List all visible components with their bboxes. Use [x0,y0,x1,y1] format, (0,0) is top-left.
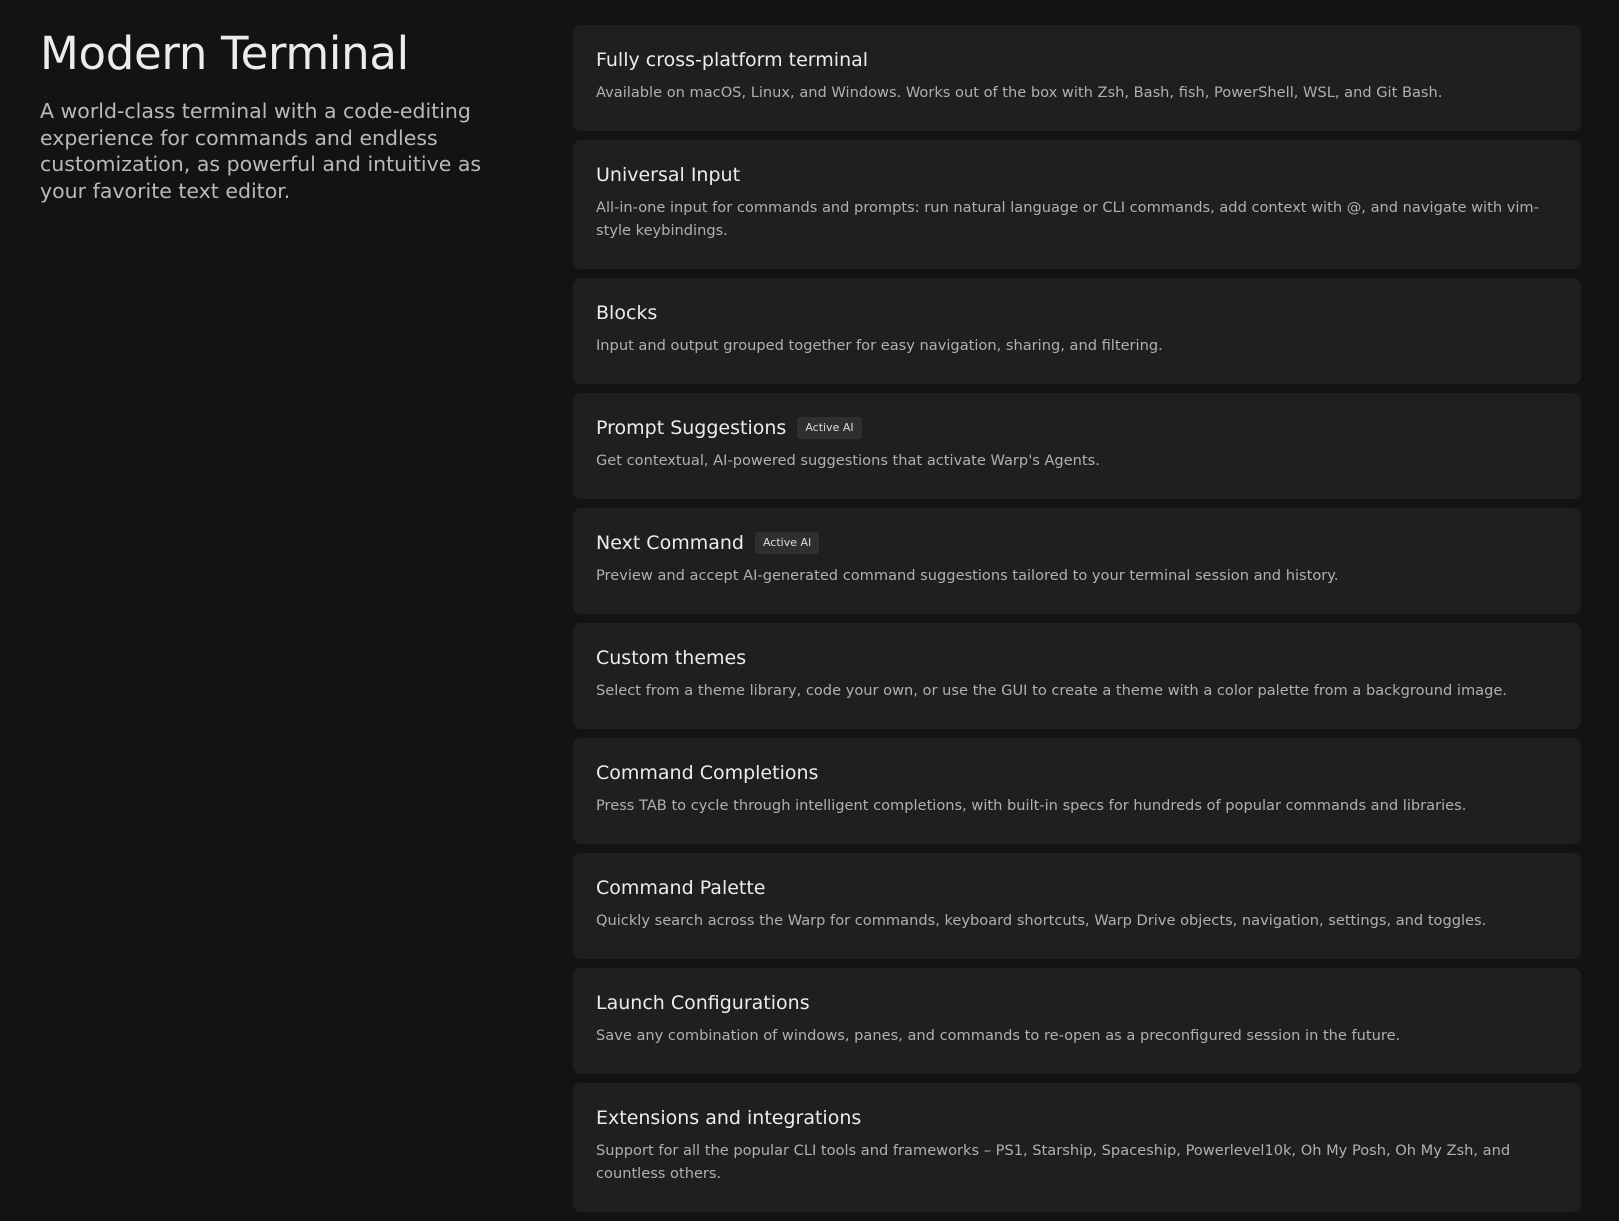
feature-card-cross-platform [573,25,1581,131]
feature-title: Command Palette [596,877,766,899]
feature-title: Prompt Suggestions [596,417,787,439]
feature-title: Command Completions [596,762,819,784]
page-description: A world-class terminal with a code-editing experience for commands and endless customization, as powerful and intuitive as your favorite text editor. [40,99,482,203]
feature-description: Press TAB to cycle through intelligent completions, with built-in specs for hundreds of popular commands and libraries. [596,797,1467,814]
active-ai-badge: Active AI [797,417,861,439]
feature-description: Get contextual, AI-powered suggestions that activate Warp's Agents. [596,452,1100,469]
feature-card-next-command [573,508,1581,614]
feature-description: Select from a theme library, code your own, or use the GUI to create a theme with a color palette from a background image. [596,682,1508,699]
feature-card-command-palette [573,853,1581,959]
feature-card-extensions [573,1083,1581,1212]
feature-description: Save any combination of windows, panes, and commands to re-open as a preconfigured session in the future. [596,1027,1401,1044]
feature-card-launch-configurations [573,968,1581,1074]
feature-card-prompt-suggestions [573,393,1581,499]
active-ai-badge: Active AI [755,532,819,554]
feature-title: Next Command [596,532,744,554]
feature-description: All-in-one input for commands and prompts: run natural language or CLI commands, add context with @, and navigate with vim-style keybindings. [596,199,1539,239]
feature-title: Universal Input [596,164,741,186]
feature-card-custom-themes [573,623,1581,729]
intro-section [40,24,530,204]
feature-description: Input and output grouped together for easy navigation, sharing, and filtering. [596,337,1163,354]
page-title: Modern Terminal [40,27,409,80]
feature-card-universal-input [573,140,1581,269]
feature-title: Extensions and integrations [596,1107,862,1129]
feature-description: Available on macOS, Linux, and Windows. Works out of the box with Zsh, Bash, fish, PowerShell, WSL, and Git Bash. [596,84,1443,101]
feature-title: Fully cross-platform terminal [596,49,869,71]
feature-title: Custom themes [596,647,747,669]
feature-description: Quickly search across the Warp for commands, keyboard shortcuts, Warp Drive objects, navigation, settings, and toggles. [596,912,1487,929]
feature-description: Support for all the popular CLI tools and frameworks – PS1, Starship, Spaceship, Powerlevel10k, Oh My Posh, Oh My Zsh, and countless others. [596,1142,1511,1182]
feature-title: Launch Configurations [596,992,810,1014]
feature-list [573,25,1581,1212]
feature-card-blocks [573,278,1581,384]
feature-title: Blocks [596,302,658,324]
feature-description: Preview and accept AI-generated command suggestions tailored to your terminal session and history. [596,567,1339,584]
feature-card-command-completions [573,738,1581,844]
